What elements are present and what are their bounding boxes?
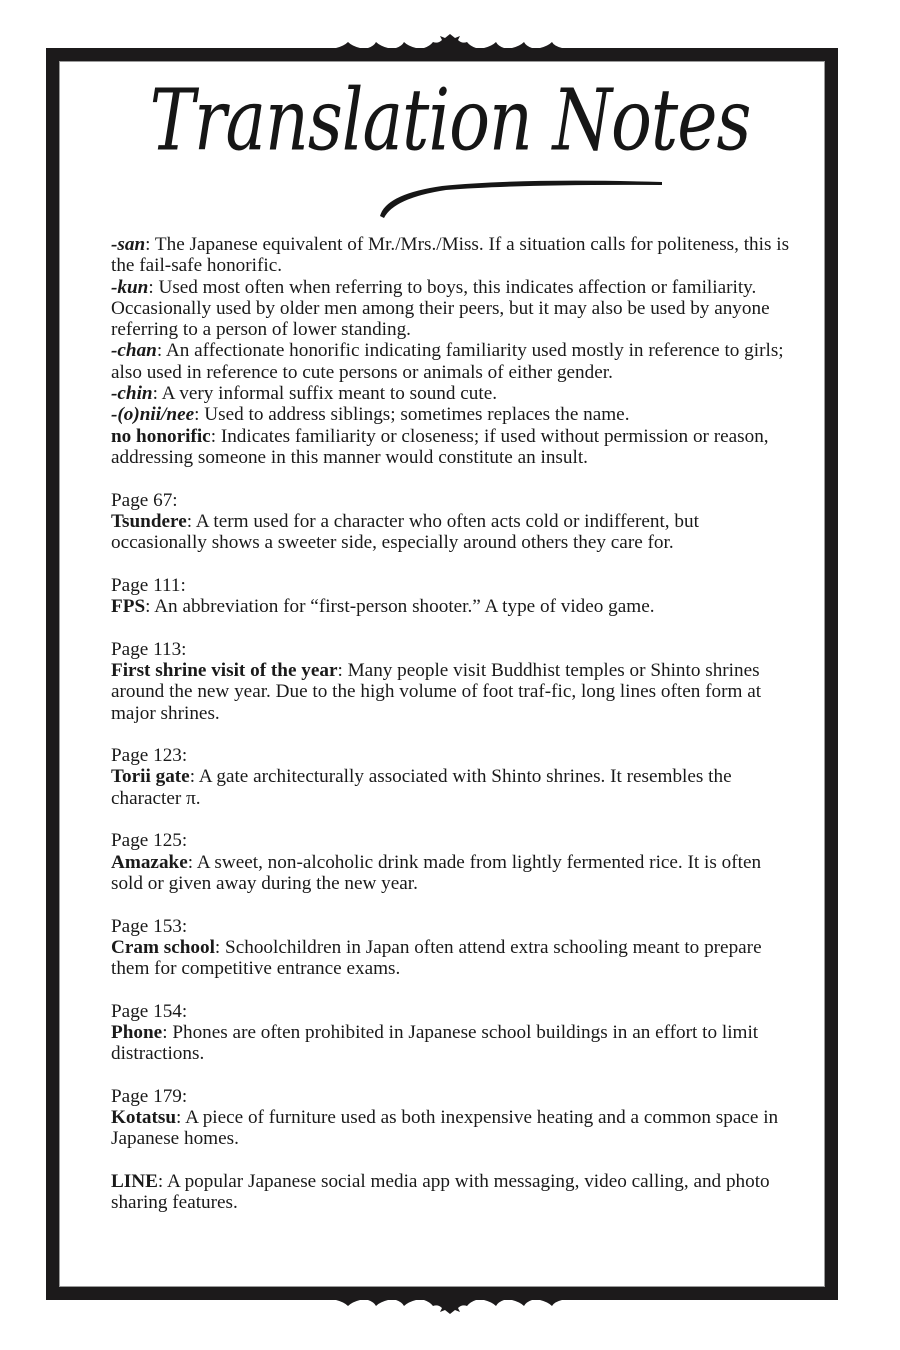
note-definition: : A sweet, non-alcoholic drink made from lightly fermented rice. It is often sold or given away during the new year.	[111, 851, 762, 894]
honorific-definition: : An affectionate honorific indicating familiarity used mostly in reference to girls; also used in reference to cute persons or animals of either gender.	[111, 340, 784, 383]
honorific-entry	[111, 277, 791, 341]
note-term: LINE	[111, 1171, 158, 1193]
note-page: Page 153:	[111, 915, 188, 937]
honorific-term: -san	[111, 234, 146, 255]
honorific-term: -(o)nii/nee	[111, 404, 195, 426]
note-definition: : Phones are often prohibited in Japanese school buildings in an effort to limit distractions.	[111, 1021, 759, 1065]
note-page: Page 113:	[111, 638, 187, 660]
note-entry	[111, 1086, 791, 1150]
honorific-entry	[111, 426, 791, 469]
honorific-definition: : Indicates familiarity or closeness; if used without permission or reason, addressing someone in this manner would constitute an insult.	[111, 425, 769, 468]
honorific-definition: : Used most often when referring to boys, this indicates affection or familiarity. Occasionally used by older men among their peers, but it may also be used by anyone referring to a person of lower standing.	[111, 276, 770, 341]
note-entry	[111, 639, 791, 724]
note-page: Page 111:	[111, 574, 186, 596]
note-term: Torii gate	[111, 766, 190, 788]
note-page: Page 123:	[111, 745, 188, 767]
note-term: FPS	[111, 596, 146, 618]
honorifics-section	[111, 234, 791, 468]
top-ornament-icon	[330, 34, 570, 50]
note-term: Tsundere	[111, 510, 187, 532]
note-definition: : Many people visit Buddhist temples or Shinto shrines around the new year. Due to the high volume of foot traf-fic, long lines often form at major shrines.	[111, 659, 762, 724]
honorific-entry	[111, 234, 791, 277]
note-definition: : An abbreviation for “first-person shooter.” A type of video game.	[145, 596, 655, 618]
page-title-text: Translation Notes	[149, 72, 751, 171]
note-entry	[111, 916, 791, 980]
note-definition: : Schoolchildren in Japan often attend extra schooling meant to prepare them for competitive entrance exams.	[111, 936, 762, 980]
honorific-definition: : A very informal suffix meant to sound cute.	[152, 383, 498, 405]
note-page: Page 125:	[111, 830, 188, 852]
note-page: Page 67:	[111, 489, 178, 511]
note-page: Page 154:	[111, 1000, 188, 1022]
note-term: First shrine visit of the year	[111, 659, 338, 681]
note-term: Kotatsu	[111, 1107, 177, 1129]
note-definition: : A term used for a character who often acts cold or indifferent, but occasionally shows a sweeter side, especially around others they care for.	[111, 510, 699, 554]
honorific-entry	[111, 340, 791, 383]
note-entry	[111, 575, 791, 618]
note-term: Phone	[111, 1021, 163, 1043]
note-term: Amazake	[111, 851, 188, 873]
title-brush-underline-icon	[372, 180, 672, 220]
note-entry	[111, 830, 791, 894]
notes-content	[111, 234, 791, 1214]
note-entry	[111, 745, 791, 809]
honorific-term: no honorific	[111, 425, 211, 447]
note-page: Page 179:	[111, 1085, 188, 1107]
note-entry	[111, 1171, 791, 1214]
honorific-definition: : The Japanese equivalent of Mr./Mrs./Miss. If a situation calls for politeness, this is the fail-safe honorific.	[111, 234, 790, 277]
honorific-term: -kun	[111, 276, 149, 298]
honorific-definition: : Used to address siblings; sometimes replaces the name.	[194, 404, 630, 426]
note-definition: : A gate architecturally associated with Shinto shrines. It resembles the character π.	[111, 766, 732, 809]
note-definition: : A popular Japanese social media app with messaging, video calling, and photo sharing features.	[111, 1171, 770, 1214]
note-entry	[111, 1001, 791, 1065]
note-term: Cram school	[111, 936, 215, 958]
page-title	[0, 72, 900, 171]
note-entry	[111, 490, 791, 554]
honorific-entry	[111, 383, 791, 404]
honorific-entry	[111, 404, 791, 425]
honorific-term: -chan	[111, 340, 157, 362]
note-definition: : A piece of furniture used as both inexpensive heating and a common space in Japanese homes.	[111, 1107, 779, 1150]
honorific-term: -chin	[111, 383, 153, 405]
bottom-ornament-icon	[330, 1298, 570, 1314]
